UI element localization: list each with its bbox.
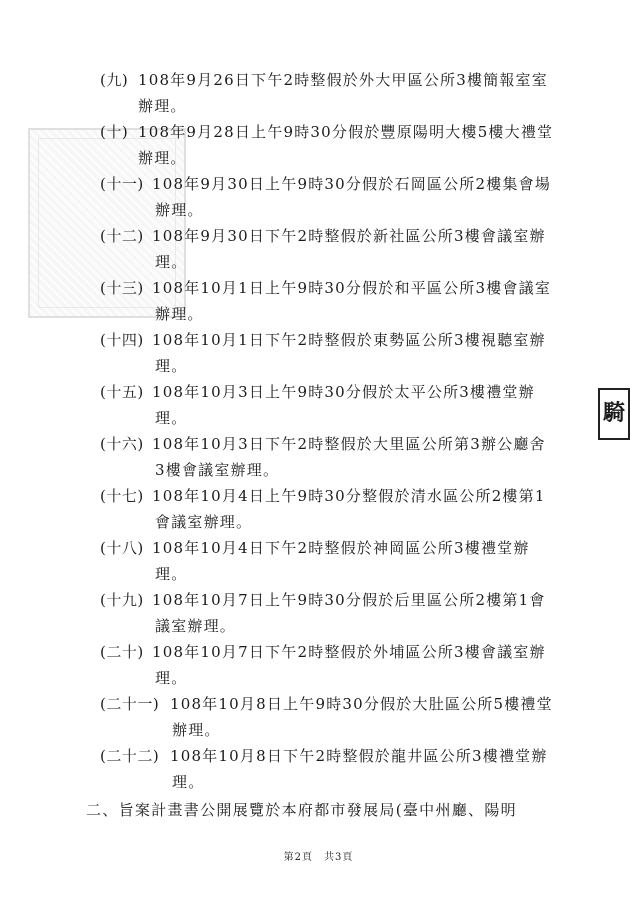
side-stamp: 騎 [598, 388, 630, 440]
item-number: (二十) [100, 643, 144, 661]
item-text-continued: 理。 [155, 409, 188, 427]
item-number: (十七) [100, 487, 144, 505]
item-text: 108年10月8日下午2時整假於龍井區公所3樓禮堂辦 [170, 747, 548, 765]
item-text-continued: 辦理。 [138, 149, 187, 167]
item-text: 108年9月28日上午9時30分假於豐原陽明大樓5樓大禮堂 [138, 123, 554, 141]
item-text-continued: 理。 [155, 565, 188, 583]
item-text: 108年10月3日下午2時整假於大里區公所第3辦公廳舍 [152, 435, 546, 453]
item-text-continued: 理。 [155, 253, 188, 271]
item-number: (十) [100, 123, 129, 141]
item-text-continued: 3樓會議室辦理。 [155, 461, 280, 479]
item-text-continued: 辦理。 [155, 305, 204, 323]
item-text: 108年9月30日下午2時整假於新社區公所3樓會議室辦 [152, 227, 546, 245]
item-text: 108年10月7日上午9時30分假於后里區公所2樓第1會 [152, 591, 546, 609]
item-number: (十八) [100, 539, 144, 557]
item-number: (十九) [100, 591, 144, 609]
item-text: 108年10月7日下午2時整假於外埔區公所3樓會議室辦 [152, 643, 546, 661]
item-text: 108年10月4日上午9時30分整假於清水區公所2樓第1 [152, 487, 546, 505]
item-text-continued: 理。 [172, 773, 205, 791]
item-number: (九) [100, 71, 129, 89]
item-text-continued: 辦理。 [155, 201, 204, 219]
item-number: (十三) [100, 279, 144, 297]
item-number: (十四) [100, 331, 144, 349]
item-text: 108年10月4日下午2時整假於神岡區公所3樓禮堂辦 [152, 539, 530, 557]
item-text-continued: 理。 [155, 357, 188, 375]
item-text: 108年9月26日下午2時整假於外大甲區公所3樓簡報室室 [138, 71, 548, 89]
item-text: 108年10月1日下午2時整假於東勢區公所3樓視聽室辦 [152, 331, 546, 349]
item-text-continued: 理。 [155, 669, 188, 687]
item-text-continued: 辦理。 [172, 721, 221, 739]
item-number: (十五) [100, 383, 144, 401]
item-text-continued: 會議室辦理。 [155, 513, 253, 531]
item-text: 108年10月3日上午9時30分假於太平公所3樓禮堂辦 [152, 383, 535, 401]
item-number: (十一) [100, 175, 144, 193]
item-text: 108年10月1日上午9時30分假於和平區公所3樓會議室 [152, 279, 552, 297]
item-number: (二十二) [100, 747, 160, 765]
item-number: (十六) [100, 435, 144, 453]
item-text: 108年10月8日上午9時30分假於大肚區公所5樓禮堂 [170, 695, 553, 713]
item-number: (二十一) [100, 695, 160, 713]
section-two-heading: 二、旨案計畫書公開展覽於本府都市發展局(臺中州廳、陽明 [86, 801, 517, 819]
page-footer: 第2頁 共3頁 [283, 852, 354, 863]
item-number: (十二) [100, 227, 144, 245]
item-text: 108年9月30日上午9時30分假於石岡區公所2樓集會場 [152, 175, 552, 193]
item-text-continued: 議室辦理。 [155, 617, 237, 635]
item-text-continued: 辦理。 [138, 97, 187, 115]
